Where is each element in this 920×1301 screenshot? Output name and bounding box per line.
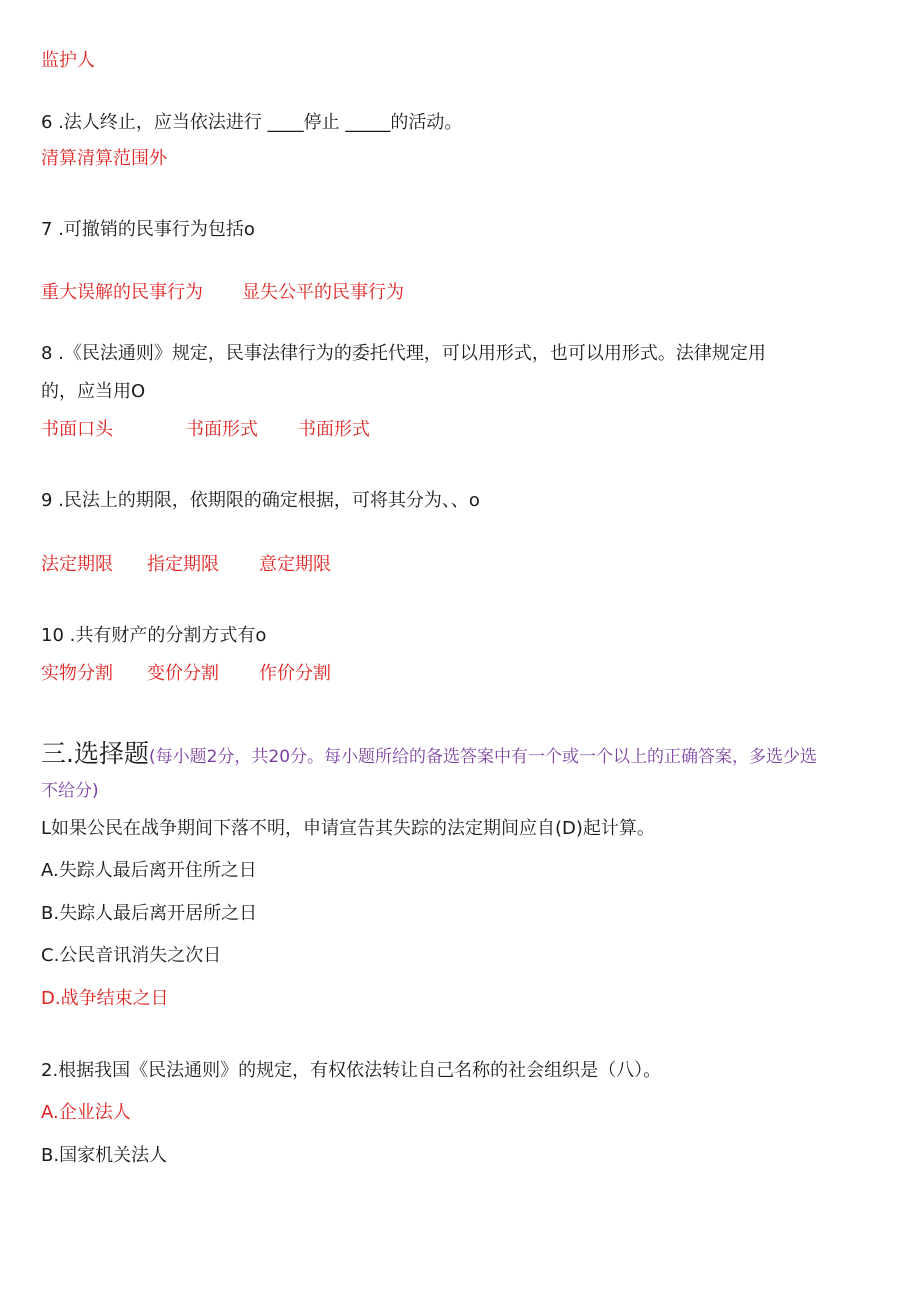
section-3-note-cont: 不给分) (41, 781, 99, 801)
answer-10-a: 实物分割 (41, 663, 113, 684)
question-10: 10 .共有财产的分割方式有o (41, 625, 267, 646)
mc-question-1: L如果公民在战争期间下落不明，申请宣告其失踪的法定期间应自(D)起计算。 (41, 818, 655, 839)
question-6: 6 .法人终止，应当依法进行 ____停止 _____的活动。 (41, 112, 463, 133)
answer-8-b: 书面形式 (186, 419, 258, 440)
mc-q1-option-b: B.失踪人最后离开居所之日 (41, 903, 258, 924)
question-7: 7 .可撤销的民事行为包括o (41, 219, 255, 240)
mc-question-2: 2.根据我国《民法通则》的规定，有权依法转让自己名称的社会组织是（八）。 (41, 1060, 662, 1081)
section-3-title: 三.选择题 (41, 739, 149, 768)
answer-9-a: 法定期限 (41, 554, 113, 575)
mc-q2-option-b: B.国家机关法人 (41, 1145, 168, 1166)
answer-7-b: 显失公平的民事行为 (242, 282, 404, 303)
section-3-note: (每小题2分，共20分。每小题所给的备选答案中有一个或一个以上的正确答案，多选少选 (148, 747, 818, 767)
answer-8-c: 书面形式 (298, 419, 370, 440)
mc-q1-option-a: A.失踪人最后离开住所之日 (41, 860, 257, 881)
answer-10-c: 作价分割 (259, 663, 331, 684)
answer-8-a: 书面口头 (41, 419, 113, 440)
answer-9-b: 指定期限 (147, 554, 219, 575)
question-9: 9 .民法上的期限，依期限的确定根据，可将其分为、、o (41, 490, 480, 511)
mc-q2-option-a: A.企业法人 (41, 1102, 131, 1123)
mc-q1-option-c: C.公民音讯消失之次日 (41, 945, 222, 966)
question-8: 8 .《民法通则》规定，民事法律行为的委托代理，可以用形式，也可以用形式。法律规定用 (41, 343, 766, 364)
previous-answer: 监护人 (41, 50, 95, 71)
answer-10-b: 变价分割 (147, 663, 219, 684)
answer-6: 清算清算范围外 (41, 148, 167, 169)
section-3-heading (41, 739, 817, 772)
question-8-cont: 的，应当用O (41, 381, 146, 402)
mc-q1-option-d: D.战争结束之日 (41, 988, 169, 1009)
answer-9-c: 意定期限 (259, 554, 331, 575)
answer-7-a: 重大误解的民事行为 (41, 282, 203, 303)
